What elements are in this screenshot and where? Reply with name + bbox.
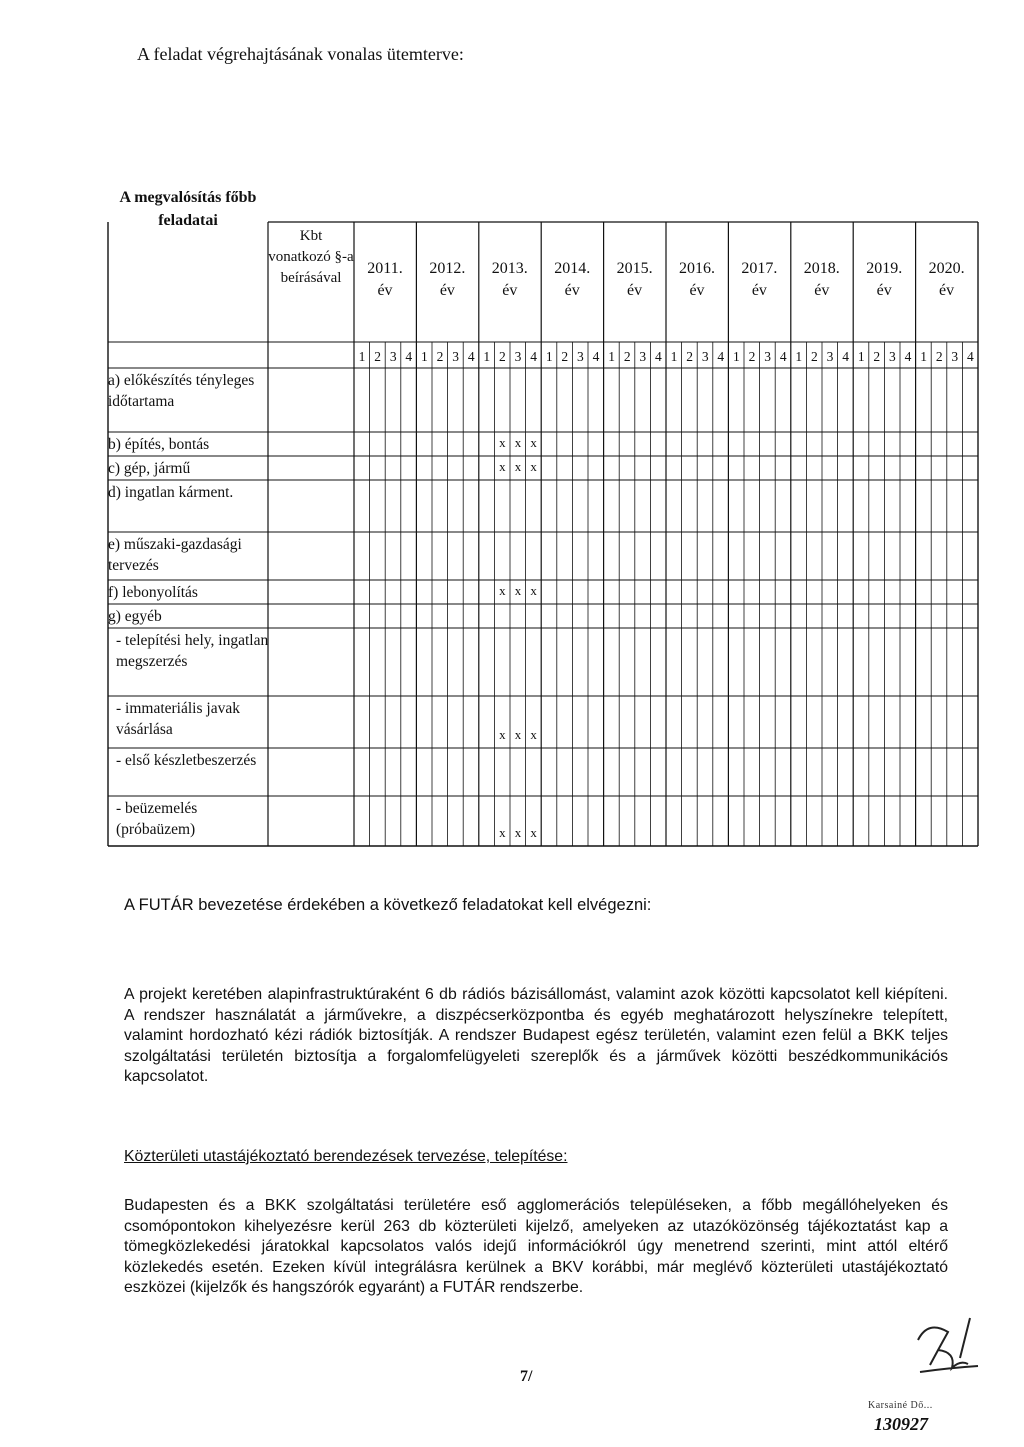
task-row-label: f) lebonyolítás: [108, 584, 198, 601]
table-header-kbt: Kbt vonatkozó §-a beírásával: [268, 228, 354, 286]
quarter-label: 2: [748, 349, 756, 364]
schedule-mark: x: [530, 825, 537, 840]
year-unit: év: [689, 282, 705, 299]
schedule-mark: x: [499, 825, 506, 840]
schedule-mark: x: [514, 825, 522, 840]
quarter-label: 4: [467, 349, 475, 364]
quarter-label: 3: [452, 349, 459, 364]
paragraph-radio-network: A projekt keretében alapinfrastruktúraként 6 db rádiós bázisállomást, valamint azok közötti kapcsolatot kell kiépíteni. A rendszer használatát a járművekre, a diszpécserközpontba és egyéb meghatározott helyszínekre telepített, valamint hordozható kézi rádiók biztosítják. A rendszer Budapest egész területén, valamint ezen felül a BKK teljes szolgáltatási területén biztosítja a forgalomfelügyeleti szereplők és a járművek közötti beszédkommunikációs kapcsolatot.: [124, 986, 948, 1085]
year-unit: év: [439, 282, 455, 299]
schedule-mark: x: [530, 435, 537, 450]
schedule-mark: x: [530, 583, 537, 598]
quarter-label: 4: [530, 349, 537, 364]
task-row-label: a) előkészítés tényleges időtartama: [108, 372, 255, 410]
task-row-label: c) gép, jármű: [108, 460, 191, 477]
quarter-label: 2: [935, 349, 943, 364]
task-row-label: g) egyéb: [108, 608, 162, 625]
quarter-label: 4: [655, 349, 662, 364]
quarter-label: 3: [577, 349, 584, 364]
page-number: 7/: [520, 1368, 533, 1385]
section-heading: Közterületi utastájékoztató berendezések tervezése, telepítése:: [124, 1148, 568, 1165]
quarter-label: 3: [514, 349, 522, 364]
stamp-number: 130927: [874, 1414, 928, 1434]
year-label: 2019.: [866, 260, 903, 277]
quarter-label: 2: [811, 349, 818, 364]
quarter-label: 1: [545, 349, 553, 364]
task-row-label: e) műszaki-gazdasági tervezés: [108, 536, 242, 574]
quarter-label: 4: [842, 349, 849, 364]
futar-intro: A FUTÁR bevezetése érdekében a következő feladatokat kell elvégezni:: [124, 896, 652, 914]
official-stamp: [868, 1398, 988, 1438]
year-label: 2014.: [554, 260, 591, 277]
year-unit: év: [377, 282, 393, 299]
quarter-label: 2: [436, 349, 444, 364]
schedule-mark: x: [499, 583, 506, 598]
schedule-mark: x: [514, 583, 522, 598]
quarter-label: 4: [779, 349, 787, 364]
quarter-label: 1: [358, 349, 366, 364]
task-row-label: - beüzemelés (próbaüzem): [116, 800, 198, 838]
schedule-mark: x: [514, 727, 522, 742]
year-label: 2020.: [928, 260, 965, 277]
schedule-mark: x: [514, 435, 522, 450]
year-unit: év: [939, 282, 955, 299]
quarter-label: 2: [873, 349, 881, 364]
schedule-mark: x: [530, 459, 537, 474]
task-row-label: b) építés, bontás: [108, 436, 210, 453]
quarter-label: 4: [717, 349, 725, 364]
quarter-label: 1: [733, 349, 740, 364]
task-row-label: - első készletbeszerzés: [116, 752, 257, 769]
schedule-mark: x: [514, 459, 522, 474]
year-unit: év: [751, 282, 767, 299]
quarter-label: 2: [623, 349, 631, 364]
quarter-label: 2: [499, 349, 506, 364]
quarter-label: 1: [483, 349, 491, 364]
year-unit: év: [876, 282, 892, 299]
quarter-label: 4: [967, 349, 974, 364]
year-label: 2012.: [429, 260, 466, 277]
year-unit: év: [814, 282, 830, 299]
quarter-label: 1: [857, 349, 865, 364]
document-heading: A feladat végrehajtásának vonalas ütemterve:: [137, 44, 464, 64]
quarter-label: 1: [795, 349, 803, 364]
quarter-label: 1: [920, 349, 927, 364]
quarter-label: 2: [374, 349, 381, 364]
stamp-name: Karsainé Dő...: [868, 1400, 933, 1411]
year-label: 2017.: [741, 260, 778, 277]
quarter-label: 2: [686, 349, 693, 364]
quarter-label: 2: [561, 349, 569, 364]
task-row-label: - immateriális javak vásárlása: [116, 700, 240, 738]
year-label: 2015.: [616, 260, 653, 277]
paragraph-passenger-info: Budapesten és a BKK szolgáltatási területére eső agglomerációs településeken, a főbb megállóhelyeken és csomópontokon kihelyezésre kerül 263 db közterületi kijelző, amelyeken az utazóközönség tájékoztatást kap a tömegközlekedési járatokkal kapcsolatos valós idejű információkról úgy menetrend szerinti, mint attól eltérő közlekedés esetén. Ezeken kívül integrálásra kerülnek a BKV korábbi, már meglévő közterületi utastájékoztató eszközei (kijelzők és hangszórók egyaránt) a FUTÁR rendszerbe.: [124, 1197, 948, 1296]
quarter-label: 3: [826, 349, 834, 364]
schedule-mark: x: [499, 727, 506, 742]
table-header-tasks: A megvalósítás főbb feladatai: [119, 189, 257, 229]
quarter-label: 3: [639, 349, 647, 364]
year-unit: év: [564, 282, 580, 299]
quarter-label: 3: [764, 349, 771, 364]
quarter-label: 3: [889, 349, 896, 364]
year-unit: év: [627, 282, 643, 299]
quarter-label: 4: [904, 349, 912, 364]
year-label: 2013.: [491, 260, 528, 277]
quarter-label: 4: [592, 349, 600, 364]
year-label: 2011.: [367, 260, 403, 277]
schedule-mark: x: [530, 727, 537, 742]
quarter-label: 1: [670, 349, 678, 364]
quarter-label: 3: [389, 349, 397, 364]
schedule-mark: x: [499, 459, 506, 474]
year-label: 2016.: [679, 260, 715, 277]
handwritten-signature: [908, 1310, 988, 1380]
quarter-label: 3: [701, 349, 709, 364]
quarter-label: 3: [951, 349, 959, 364]
quarter-label: 1: [608, 349, 615, 364]
task-row-label: d) ingatlan kárment.: [108, 484, 234, 501]
quarter-label: 4: [405, 349, 413, 364]
quarter-label: 1: [421, 349, 428, 364]
year-unit: év: [502, 282, 518, 299]
task-row-label: - telepítési hely, ingatlan megszerzés: [116, 632, 269, 670]
schedule-mark: x: [499, 435, 506, 450]
year-label: 2018.: [803, 260, 840, 277]
